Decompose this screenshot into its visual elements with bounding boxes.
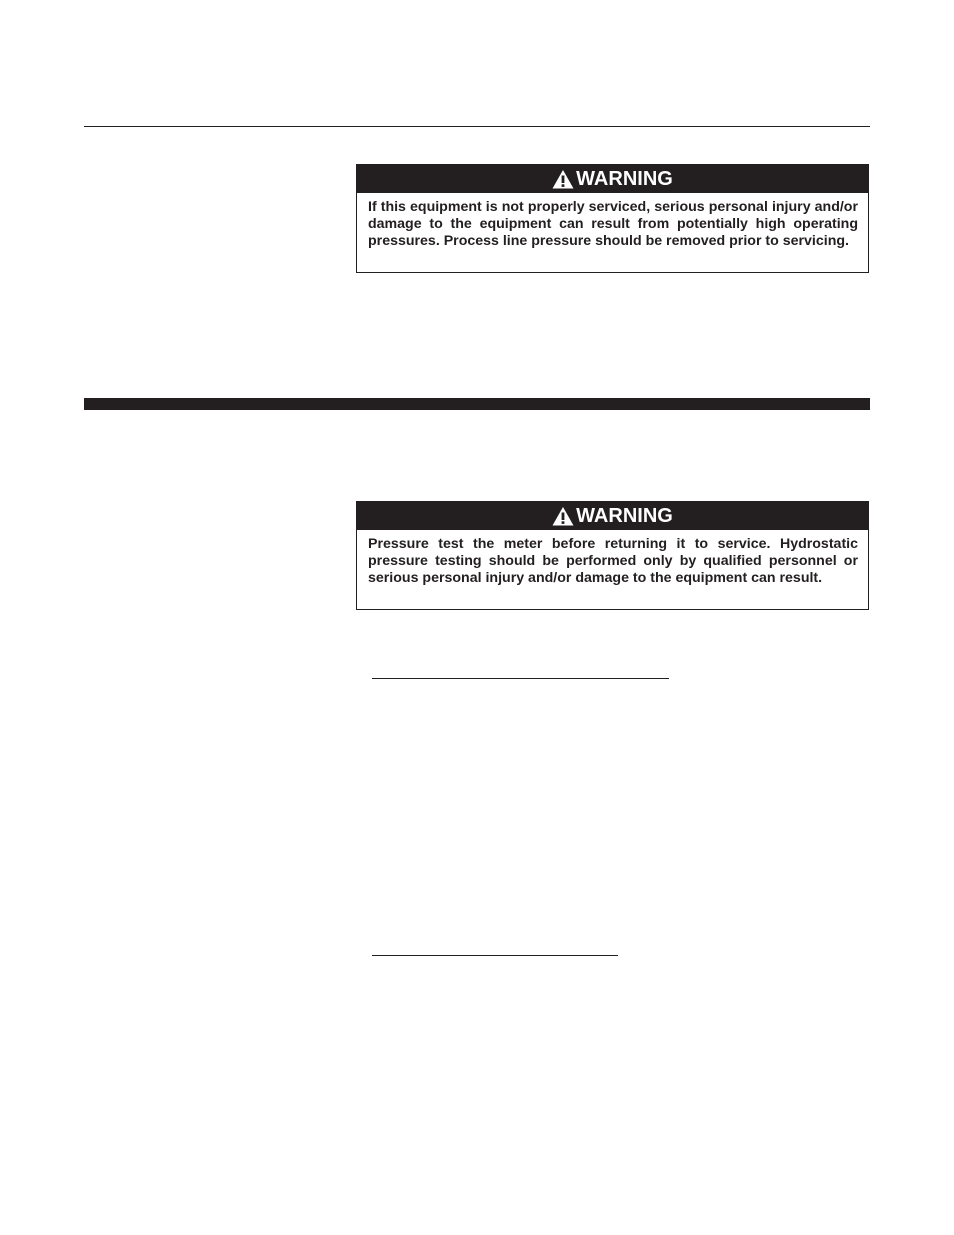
warning-header — [357, 502, 868, 530]
warning-text: If this equipment is not properly serviced, serious personal injury and/or damage to the equipment can result from potentially high operating pressures. Process line pressure should be removed prior to servicing. — [368, 199, 858, 250]
warning-triangle-icon — [552, 169, 574, 189]
top-divider-line — [84, 126, 870, 127]
warning-title: WARNING — [576, 167, 673, 190]
warning-box-service — [356, 164, 869, 273]
heading-underline — [372, 678, 669, 679]
warning-text: Pressure test the meter before returning it to service. Hydrostatic pressure testing should be performed only by qualified personnel or serious personal injury and/or damage to the equipment can result. — [368, 536, 858, 587]
heading-underline — [372, 955, 618, 956]
warning-box-pressure-test — [356, 501, 869, 610]
warning-header — [357, 165, 868, 193]
section-divider-bar — [84, 398, 870, 410]
warning-title: WARNING — [576, 504, 673, 527]
warning-triangle-icon — [552, 506, 574, 526]
